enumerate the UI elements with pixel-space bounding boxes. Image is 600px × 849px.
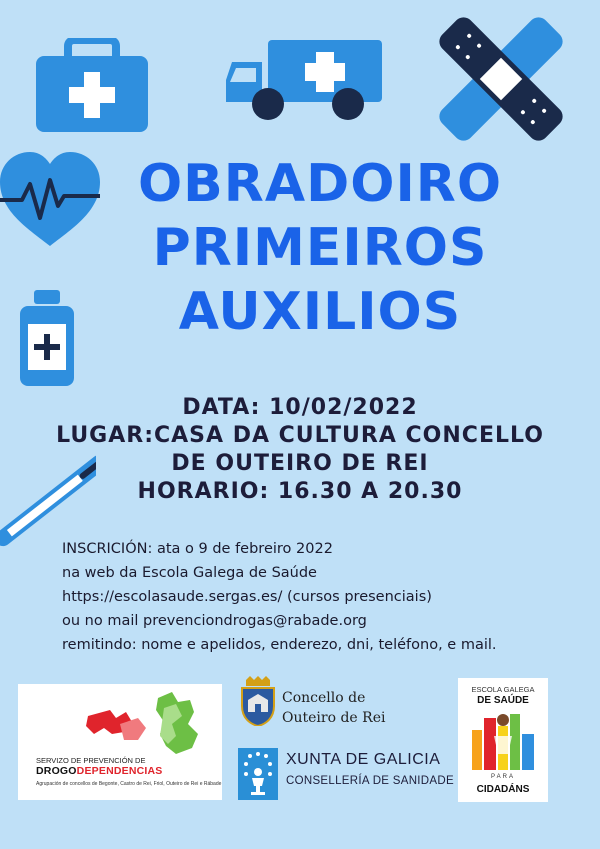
event-title <box>110 152 530 344</box>
title-line-1: OBRADOIRO <box>137 154 503 214</box>
medicine-bottle-icon <box>20 290 74 386</box>
event-place-line-2: DE OUTEIRO DE REI <box>171 451 429 476</box>
title-line-2: PRIMEIROS <box>152 218 488 278</box>
escola-line-4: CIDADÁNS <box>476 784 530 795</box>
drogo-line-1: SERVIZO DE PREVENCIÓN DE <box>36 756 146 765</box>
xunta-emblem-icon <box>238 748 278 800</box>
concello-logo-text <box>282 688 385 728</box>
concello-line-2: Outeiro de Rei <box>282 710 386 726</box>
drogo-line-2 <box>36 765 163 777</box>
event-info <box>0 394 600 506</box>
heart-pulse-icon <box>0 150 100 250</box>
escola-figures-icon <box>470 710 536 772</box>
registration-line-2: na web da Escola Galega de Saúde <box>62 565 317 581</box>
registration-email[interactable]: ou no mail prevenciondrogas@rabade.org <box>62 613 367 629</box>
event-date: DATA: 10/02/2022 <box>182 395 418 420</box>
medical-kit-icon <box>36 38 148 132</box>
escola-line-2: DE SAÚDE <box>477 695 529 706</box>
drogodependencias-logo <box>18 684 222 800</box>
drogo-line-3: Agrupación de concellos de Begonte, Castro de Rei, Friol, Outeiro de Rei e Rábade <box>36 781 222 787</box>
puzzle-pieces-icon <box>68 688 218 760</box>
escola-line-1: ESCOLA GALEGA <box>471 685 535 694</box>
registration-url[interactable]: https://escolasaude.sergas.es/ (cursos presenciais) <box>62 589 432 605</box>
concello-shield-icon <box>240 676 276 726</box>
xunta-line-2: CONSELLERÍA DE SANIDADE <box>286 775 454 787</box>
event-place-line-1: LUGAR:CASA DA CULTURA CONCELLO <box>56 423 544 448</box>
drogo-word-1: DROGO <box>36 765 77 777</box>
title-line-3: AUXILIOS <box>178 282 462 342</box>
event-schedule: HORARIO: 16.30 A 20.30 <box>137 479 463 504</box>
ambulance-icon <box>224 40 384 122</box>
xunta-line-1: XUNTA DE GALICIA <box>286 751 441 768</box>
registration-info <box>62 537 582 657</box>
registration-line-1: INSCRICIÓN: ata o 9 de febreiro 2022 <box>62 541 333 557</box>
escola-saude-logo <box>458 678 548 802</box>
escola-line-3: PARA <box>491 774 515 780</box>
bandage-icon <box>438 16 564 142</box>
concello-line-1: Concello de <box>282 690 366 706</box>
drogo-word-2: DEPENDENCIAS <box>76 765 163 777</box>
registration-line-5: remitindo: nome e apelidos, enderezo, dni, teléfono, e mail. <box>62 637 497 653</box>
